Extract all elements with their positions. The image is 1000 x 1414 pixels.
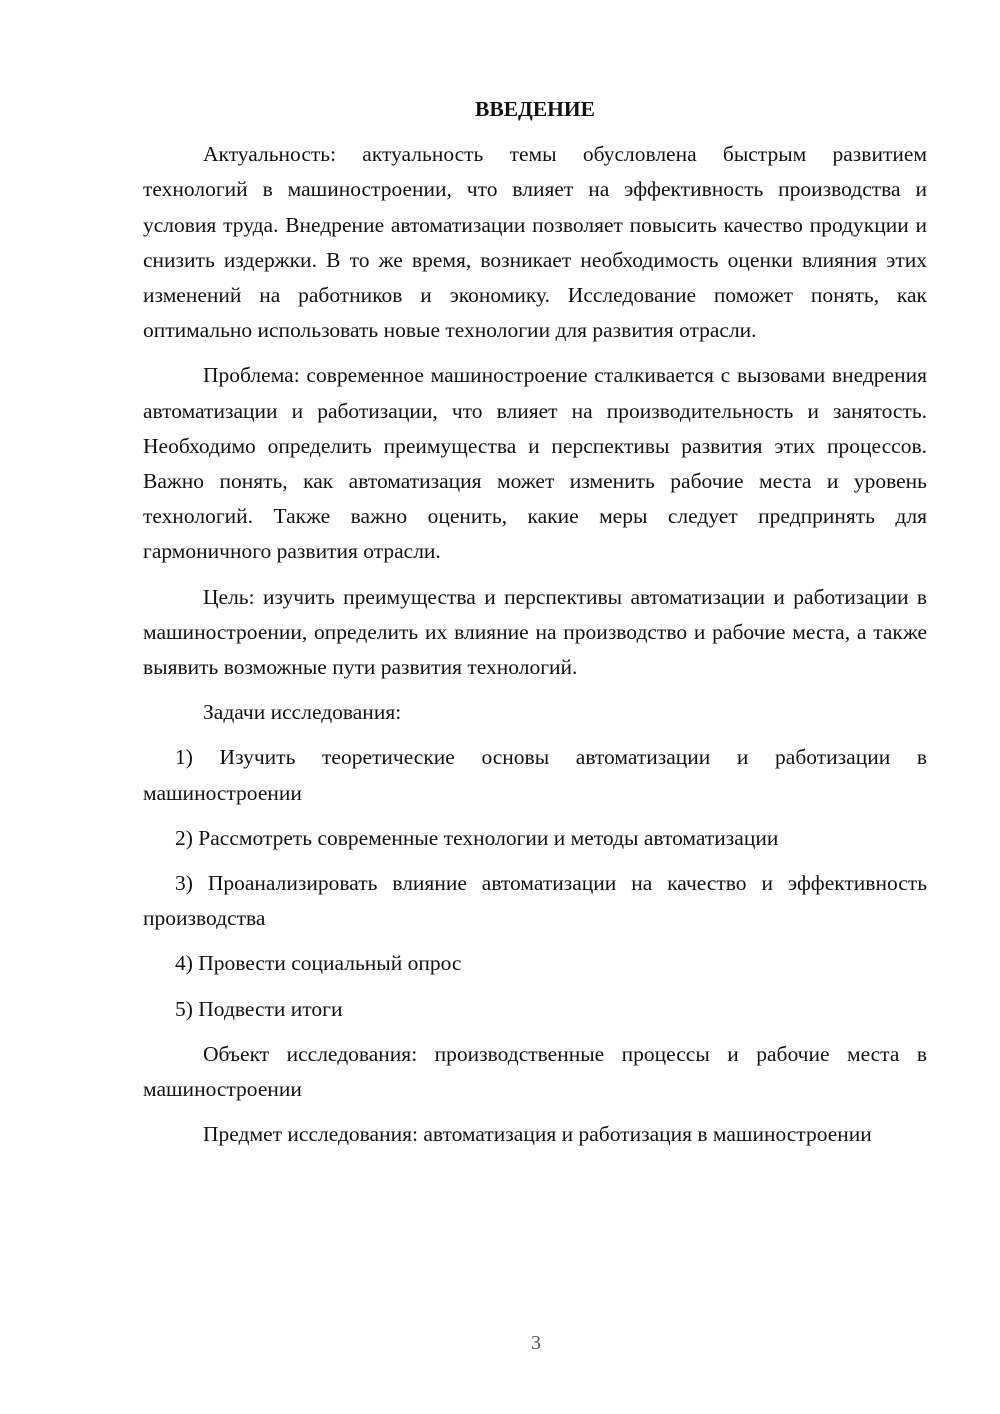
research-subject: Предмет исследования: автоматизация и работизация в машиностроении xyxy=(203,1122,872,1147)
task-item-5: 5) Подвести итоги xyxy=(175,996,343,1021)
page-content xyxy=(143,92,927,1162)
paragraph-relevance: Актуальность: актуальность темы обусловлена быстрым развитием технологий в машиностроении, что влияет на эффективность производства и условия труда. Внедрение автоматизации позволяет повысить качество продукции и снизить издержки. В то же время, возникает необходимость оценки влияния этих изменений на работников и экономику. Исследование поможет понять, как оптимально использовать новые технологии для развития отрасли. xyxy=(143,142,927,343)
task-item-1: 1) Изучить теоретические основы автоматизации и работизации в машиностроении xyxy=(143,745,927,805)
tasks-heading: Задачи исследования: xyxy=(203,700,402,725)
page-number: 3 xyxy=(531,1332,541,1354)
task-item-4: 4) Провести социальный опрос xyxy=(175,951,462,976)
task-item-2: 2) Рассмотреть современные технологии и методы автоматизации xyxy=(175,825,779,850)
paragraph-problem: Проблема: современное машиностроение сталкивается с вызовами внедрения автоматизации и работизации, что влияет на производительность и занятость. Необходимо определить преимущества и перспективы развития этих процессов. Важно понять, как автоматизация может изменить рабочие места и уровень технологий. Также важно оценить, какие меры следует предпринять для гармоничного развития отрасли. xyxy=(143,363,927,564)
paragraph-goal: Цель: изучить преимущества и перспективы автоматизации и работизации в машиностроении, определить их влияние на производство и рабочие места, а также выявить возможные пути развития технологий. xyxy=(143,584,927,680)
research-object: Объект исследования: производственные процессы и рабочие места в машиностроении xyxy=(143,1041,927,1102)
section-title: ВВЕДЕНИЕ xyxy=(475,97,595,121)
task-item-3: 3) Проанализировать влияние автоматизации на качество и эффективность производства xyxy=(143,871,927,931)
